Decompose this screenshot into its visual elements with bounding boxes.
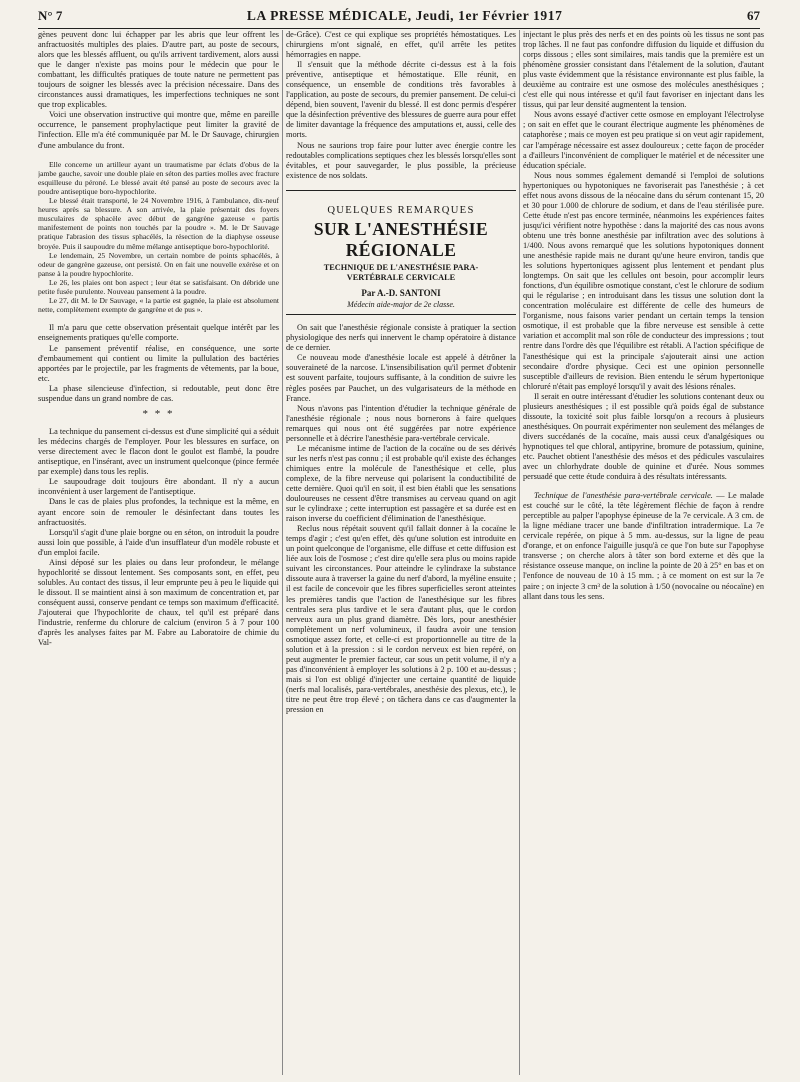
paragraph: Le saupoudrage doit toujours être abondant. Il n'y a aucun inconvénient à user largement de l'antiseptique. (38, 477, 279, 497)
column-divider (519, 30, 520, 1075)
paragraph: Le pansement préventif réalise, en conséquence, une sorte d'embaumement qui contient ou limite la pullulation des bactéries apportées par le projectile, par les fragments de vêtements, par la boue, etc. (38, 343, 279, 383)
column-1 (38, 30, 279, 1075)
journal-title: LA PRESSE MÉDICALE, Jeudi, 1er Février 1917 (246, 8, 563, 23)
paragraph: Dans le cas de plaies plus profondes, la technique est la même, en ayant encore soin de remouler le désinfectant dans toutes les anfractuosités. (38, 497, 279, 527)
paragraph: Nous n'avons pas l'intention d'étudier la technique générale de l'anesthésie régionale ; nous nous bornerons à faire quelques remarques qui nous ont été suggérées par notre expérience personnelle et à décrire l'anesthésie para-vertébrale cervicale. (286, 403, 516, 443)
article-headline: SUR L'ANESTHÉSIE RÉGIONALE (313, 218, 489, 260)
article-author: Par A.-D. SANTONI (361, 287, 441, 298)
paragraph: Nous avons essayé d'activer cette osmose en employant l'électrolyse ; on sait en effet que le courant électrique augmente les phénomènes de cataphorèse ; mais ce moyen est peu pratique si on veut agir rapidement, car l'ampérage nécessaire est assez douloureux ; cette façon de procéder a d'ailleurs l'inconvénient de compliquer le matériel et de nécessiter une éducation spéciale. (523, 110, 764, 170)
column-2 (286, 30, 516, 1075)
paragraph: Ce nouveau mode d'anesthésie locale est appelé à détrôner la souveraineté de la narcose. L'insensibilisation qu'il permet d'obtenir est souvent parfaite, toujours suffisante, à la condition de suivre les règles posées par Pauchet, un des vulgarisateurs de la méthode en France. (286, 353, 516, 403)
spacer (38, 151, 279, 160)
running-header (38, 8, 760, 29)
paragraph: Il serait en outre intéressant d'étudier les solutions contenant deux ou plusieurs anesthésiques ; il est possible qu'à poids égal de substance dissoute, la toxicité soit plus faible lorsqu'on a recours à plusieurs anesthésiques. On pourrait expérimenter non seulement des mélanges de divers succédanés de la cocaïne, mais aussi ceux d'analgésiques ou hypnotiques tel que chloral, antipyrine, bromure de potassium, quinine, etc. Pauchet obtient l'anesthésie des mésos et des pédicules vasculaires avec un chlorhydrate double de quinine et d'urée. Nous sommes persuadé que cette étude conduira à des résultats intéressants. (523, 391, 764, 482)
paragraph: injectant le plus près des nerfs et en des points où les tissus ne sont pas trop lâches. Il ne faut pas confondre diffusion du liquide et diffusion du corps dissous ; elles sont similaires, mais tandis que la première est un phénomène grossier consistant dans l'étalement de la solution, d'autant plus vaste évidemment que la résistance environnante est plus faible, la deuxième au contraire est une osmose des molécules anesthésiques ; c'est elle qui nous intéresse et qu'il faut favoriser en injectant dans les tissus, qui par leur densité augmentent la tension. (523, 30, 764, 110)
technique-heading: Technique de l'anesthésie para-vertébrale cervicale. (534, 491, 713, 501)
paragraph: gènes peuvent donc lui échapper par les abris que leur offrent les anfractuosités multiples des plaies. D'autre part, au poste de secours, alors que les blessés affluent, ou qu'ils arrivent tardivement, alors aussi que le danger n'existe pas moins pour le médecin que pour le combattant, les difficultés pratiques de toute nature ne permettent pas toujours de soigner les blessés avec la précision nécessaire. Dans des circonstances aussi dramatiques, les imperfections techniques ne sont que trop explicables. (38, 30, 279, 110)
article-kicker: QUELQUES REMARQUES (327, 204, 475, 216)
technique-paragraph (523, 491, 764, 602)
article-heading-block (286, 190, 516, 316)
paragraph: Reclus nous répétait souvent qu'il fallait donner à la cocaïne le temps d'agir ; c'est qu'en effet, dès qu'une solution est introduite en un point quelconque de l'organisme, elle diffuse et cette diffusion est liée aux lois de l'osmose ; c'est dire qu'elle sera plus ou moins rapide suivant les circonstances. Pour atteindre le cylindraxe la substance dissoute aura à traverser la gaine du nerf d'abord, la myéline ensuite ; il est facile de concevoir que les fibres superficielles seront atteintes les premières tandis que l'action de l'anesthésique sur les fibres centrales sera plus tardive et le sera d'autant plus, que le cordon nerveux aura un plus grand diamètre. Dès lors, pour anesthésier complètement un nerf volumineux, il faudra avoir une tension osmotique assez forte, et celle-ci est proportionnelle au titre de la solution et à la pression : si le cordon nerveux est bien repéré, on peut augmenter le premier facteur, car sous un petit volume, il n'y a pas d'inconvénient à employer les solutions à 2 p. 100 et au-dessus ; mais si l'on est obligé d'injecter une certaine quantité de liquide (nerfs mal localisés, para-vertébrales, anesthésie des plexus, etc.), le titre ne peut être trop élevé ; on tâchera dans ce cas d'augmenter la pression en (286, 524, 516, 715)
column-divider (282, 30, 283, 1075)
paragraph: Le mécanisme intime de l'action de la cocaïne ou de ses dérivés sur les nerfs n'est pas connu ; il est probable qu'il existe des échanges chimiques entre la molécule de l'anesthésique et celle, plus complexe, de la fibre nerveuse qui polarisent la conductibilité de cette dernière. Quoi qu'il en soit, il est bien établi que les sensations douloureuses ne cessent d'être transmises au cerveau quand on agit sur le cylindraxe ; cette interruption est passagère et sa durée est en raison inverse du coefficient d'élimination de l'anesthésique. (286, 443, 516, 524)
paragraph: Il s'ensuit que la méthode décrite ci-dessus est à la fois préventive, antiseptique et hémostatique. Elle réunit, en conséquence, un ensemble de conditions très favorables à l'application, au poste de secours, du premier pansement. De celui-ci dépend, bien souvent, l'avenir du blessé. Il est donc permis d'espérer que la désinfection préventive des blessures de guerre aura pour effet de limiter davantage la fréquence des amputations et, aussi, celle des morts. (286, 60, 516, 140)
case-paragraph: Le 27, dit M. le Dr Sauvage, « la partie est gagnée, la plaie est absolument nette, complètement exempte de gangrène et de pus ». (38, 296, 279, 315)
paragraph: La phase silencieuse d'infection, si redoutable, peut donc être suspendue dans un grand nombre de cas. (38, 383, 279, 403)
paragraph: Lorsqu'il s'agit d'une plaie borgne ou en séton, on introduit la poudre aussi loin que possible, à l'aide d'un insufflateur d'un modèle robuste et d'un emploi facile. (38, 527, 279, 557)
issue-number: N° 7 (38, 8, 63, 23)
page-number: 67 (747, 8, 760, 23)
spacer (38, 314, 279, 323)
paragraph: Nous nous sommes également demandé si l'emploi de solutions hypertoniques ou hypotoniques ne favoriserait pas l'anesthésie ; à cet effet nous avons dissous de la néocaïne dans du sérum contenant 15, 20 et 30 pour 1.000 de chlorure de sodium, et dans de l'eau stérilisée pure. Cette étude n'est pas encore terminée, néanmoins les expériences faites jusqu'ici vérifient notre hypothèse : dans la majorité des cas nous avons obtenu une très bonne anesthésie par infiltration avec des solutions à 1/400. Nous avons remarqué que les solutions hypotoniques donnent une anesthésie rapide mais ne durant qu'une heure environ, tandis que les solutions hypertoniques agissent plus lentement et pendant plus longtemps. On sait que les cellules ont besoin, pour accomplir leurs fonctions, d'un équilibre osmotique constant, c'est le chlorure de sodium qui le régularise ; en introduisant dans les tissus une solution dont la concentration moléculaire est différente de celle des humeurs de l'organisme, nous faisons varier pendant un certain temps la tension osmotique, il est probable que la fibre nerveuse est sensible à cette variation et accomplit mal son rôle de conducteur des impressions ; tout rentre dans l'ordre dès que l'équilibre est rétabli. A l'action spécifique de l'anesthésique qui est la principale s'ajouterait ainsi une action secondaire d'ordre physique. Ceci est une opinion personnelle susceptible d'ailleurs de revision. Bien entendu le sérum hypertonique chloruré n'était pas employé lorsqu'il y avait des lésions rénales. (523, 170, 764, 391)
paragraph: Voici une observation instructive qui montre que, même en pareille occurrence, le pansement prophylactique peut limiter la gravité de l'infection. Elle m'a été communiquée par M. le Dr Sauvage, chirurgien d'une ambulance du front. (38, 110, 279, 150)
case-paragraph: Elle concerne un artilleur ayant un traumatisme par éclats d'obus de la jambe gauche, savoir une double plaie en séton des parties molles avec fracture esquilleuse du péroné. Le blessé avait été pansé au poste de secours avec la poudre antiseptique boro-hypochlorite. (38, 159, 279, 196)
section-separator-asterisks: * * * (142, 407, 175, 420)
paragraph: On sait que l'anesthésie régionale consiste à pratiquer la section physiologique des nerfs qui innervent le champ opératoire à distance de ce dernier. (286, 323, 516, 353)
author-role: Médecin aide-major de 2e classe. (347, 299, 455, 309)
paragraph: La technique du pansement ci-dessus est d'une simplicité qui a séduit les médecins chargés de l'employer. Pour les blessures en surface, on verse directement avec le flacon dont le goulot est flambé, la poudre antiseptique, en l'insérant, avec un instrument quelconque (pince fermée par exemple) dans tous les replis. (38, 427, 279, 477)
paragraph: Nous ne saurions trop faire pour lutter avec énergie contre les redoutables complications septiques chez les blessés lorsqu'elles sont évitables, et pour sauvegarder, le plus possible, la précieuse existence de nos soldats. (286, 140, 516, 180)
column-3 (523, 30, 764, 1075)
article-subheading: TECHNIQUE DE L'ANESTHÉSIE PARA-VERTÉBRALE CERVICALE (323, 262, 479, 283)
case-paragraph: Le 26, les plaies ont bon aspect ; leur état se satisfaisant. On débride une petite fusée purulente. Nouveau pansement à la poudre. (38, 277, 279, 297)
paragraph: de-Grâce). C'est ce qui explique ses propriétés hémostatiques. Les chirurgiens m'ont signalé, en effet, qu'il arrête les petites hémorragies en nappe. (286, 30, 516, 60)
case-paragraph: Le lendemain, 25 Novembre, un certain nombre de points sphacélés, à odeur de gangrène gazeuse, ont persisté. On en fait une nouvelle exérèse et on panse à la poudre hypochlorite. (38, 250, 279, 278)
paragraph: Ainsi déposé sur les plaies ou dans leur profondeur, le mélange hypochlorité se dissout lentement. Ses composants sont, en effet, peu solubles. Au contact des tissus, il leur emprunte peu à peu le liquide qui le dissout. Il se maintient ainsi à son maximum de concentration et, par conséquent aussi, conserve pendant ce temps son maximum d'efficacité. J'ajouterai que l'hypochlorite de chaux, tel qu'il est préparé dans l'industrie, renferme du chlorure de calcium (environ 5 à 7 pour 100 d'après les analyses faites par M. Fabre au Laboratoire de chimie du Val- (38, 557, 279, 648)
paragraph: Il m'a paru que cette observation présentait quelque intérêt par les enseignements pratiques qu'elle comporte. (38, 323, 279, 343)
case-paragraph: Le blessé était transporté, le 24 Novembre 1916, à l'ambulance, dix-neuf heures après sa blessure. A son arrivée, la plaie présentait des foyers musculaires de sphacèle avec début de gangrène gazeuse « partis manifestement de points non touchés par la poudre ». M. le Dr Sauvage pratique l'abrasion des tissus sphacélés, la résection de la diaphyse osseuse broyée. Puis il saupoudre du même mélange antiseptique boro-hypochlorité. (38, 196, 279, 251)
technique-text: — Le malade est couché sur le côté, la tête légèrement fléchie de façon à rendre perceptible au palper l'apophyse épineuse de la 7e cervicale. A 3 cm. de la ligne médiane tracer une bande d'infiltration intradermique. La 7e cervicale repérée, on pique à 5 mm. au-dessus, sur la ligne de peau d'orange, et on enfonce l'aiguille jusqu'à ce que l'on bute sur l'apophyse transverse ; on cherche alors à tâter son bord externe et dès que la résistance osseuse manque, on incline la pointe de 20 à 25° en bas et on l'enfonce de nouveau de 10 à 15 mm. ; à ce moment on est sur la 7e paire ; on injecte 3 cm³ de la solution à 1/50 (novocaïne ou néocaïne) en allant dans tous les sens. (523, 491, 764, 601)
